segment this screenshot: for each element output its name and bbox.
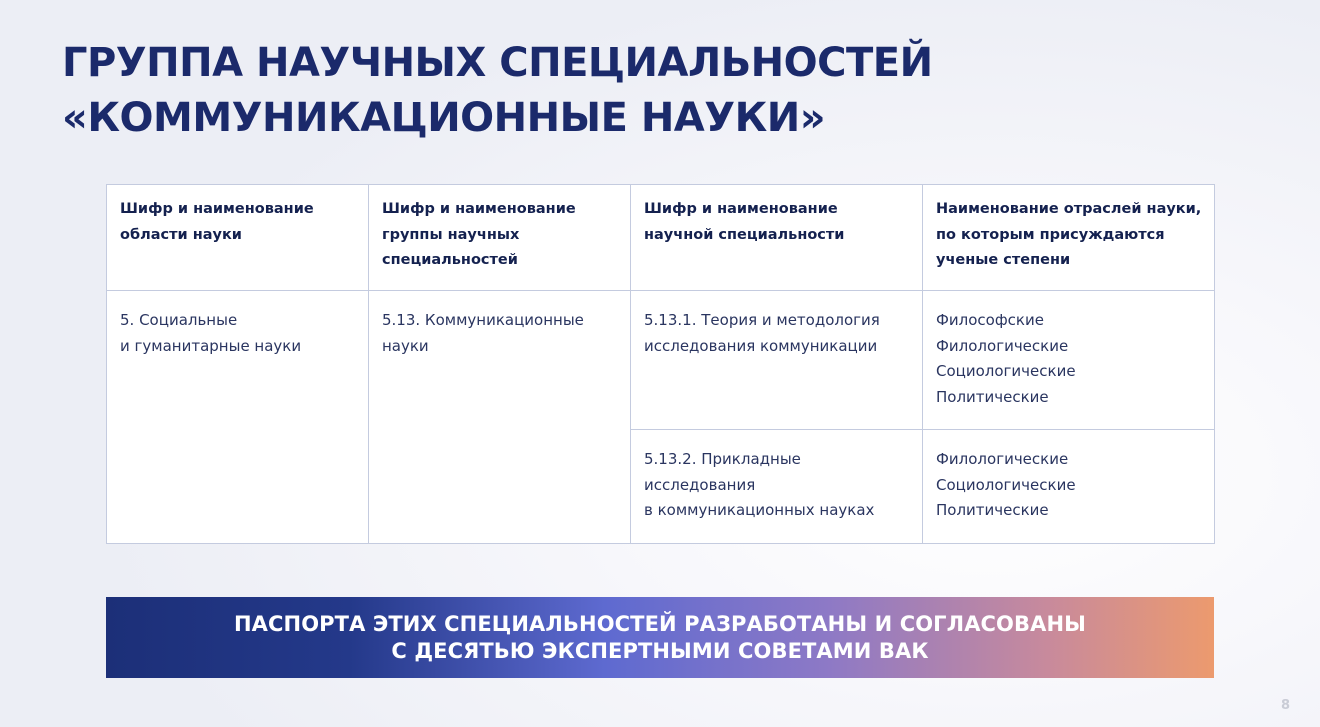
header-text: Шифр и наименование — [382, 201, 576, 217]
cell-specialty — [631, 430, 923, 544]
cell-field — [107, 291, 369, 544]
cell-group — [369, 291, 631, 544]
cell-text: исследования — [644, 475, 756, 494]
info-banner — [106, 597, 1214, 678]
header-text: по которым присуждаются — [936, 226, 1165, 243]
header-group — [369, 185, 631, 291]
cell-text: 5.13. Коммуникационные — [382, 311, 584, 329]
cell-specialty — [631, 291, 923, 430]
cell-branches — [923, 430, 1215, 544]
cell-text: и гуманитарные науки — [120, 336, 302, 355]
cell-text: исследования коммуникации — [644, 336, 878, 355]
header-text: области науки — [120, 226, 242, 243]
cell-text: 5. Социальные — [120, 311, 238, 329]
banner-line-1: ПАСПОРТА ЭТИХ СПЕЦИАЛЬНОСТЕЙ РАЗРАБОТАНЫ И СОГЛАСОВАНЫ — [233, 611, 1086, 636]
cell-text: науки — [382, 336, 429, 355]
header-text: ученые степени — [936, 252, 1071, 268]
header-text: группы научных — [382, 226, 520, 243]
header-text: специальностей — [382, 252, 518, 268]
slide-title — [62, 36, 933, 146]
table-row — [107, 291, 1215, 430]
slide-title-line-2: «КОММУНИКАЦИОННЫЕ НАУКИ» — [62, 95, 826, 141]
header-text: Наименование отраслей науки, — [936, 201, 1202, 217]
specialties-table — [106, 184, 1215, 544]
cell-text: Философские — [936, 311, 1044, 329]
banner-line-2: С ДЕСЯТЬЮ ЭКСПЕРТНЫМИ СОВЕТАМИ ВАК — [391, 638, 929, 663]
cell-text: Филологические — [936, 336, 1069, 355]
slide-title-line-1: ГРУППА НАУЧНЫХ СПЕЦИАЛЬНОСТЕЙ — [62, 40, 933, 86]
cell-text: 5.13.2. Прикладные — [644, 450, 801, 468]
cell-text: Политические — [936, 501, 1049, 519]
cell-text: Филологические — [936, 450, 1069, 468]
cell-text: Политические — [936, 387, 1049, 406]
cell-text: 5.13.1. Теория и методология — [644, 311, 880, 329]
page-number: 8 — [1280, 698, 1290, 713]
header-text: Шифр и наименование — [644, 201, 838, 217]
header-specialty — [631, 185, 923, 291]
cell-text: в коммуникационных науках — [644, 501, 875, 519]
header-field — [107, 185, 369, 291]
header-text: научной специальности — [644, 226, 845, 243]
header-branches — [923, 185, 1215, 291]
table-header-row — [107, 185, 1215, 291]
cell-text: Социологические — [936, 362, 1076, 380]
header-text: Шифр и наименование — [120, 201, 314, 217]
cell-text: Социологические — [936, 475, 1076, 494]
cell-branches — [923, 291, 1215, 430]
